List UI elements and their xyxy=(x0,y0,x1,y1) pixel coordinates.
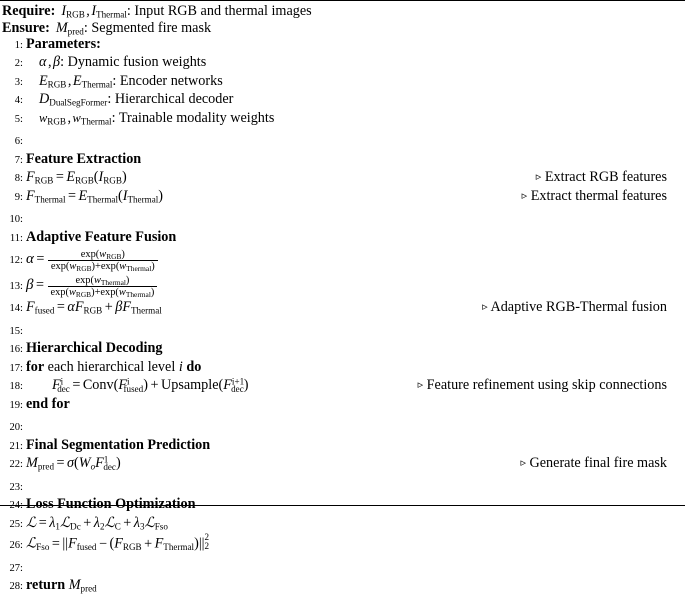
line-content xyxy=(26,169,685,186)
math-expression: ℒ$_{Fso}$ = $||F_{fused} - (F_{RGB} + F_{Thermal})||$ 2 2 xyxy=(26,532,210,553)
line-content xyxy=(26,455,685,472)
algo-line-1 xyxy=(0,36,685,54)
require-keyword: Require: xyxy=(2,3,56,19)
math-expression: $F_{fused} = \alpha F_{RGB} + \beta F_{Thermal}$ xyxy=(26,299,162,316)
line-content: Hierarchical Decoding xyxy=(26,340,163,357)
line-number: 10: xyxy=(9,214,23,226)
algo-line-6 xyxy=(0,128,685,151)
math-expression: $M_{pred}$ xyxy=(68,577,97,594)
math-expression: $F_{RGB} = E_{RGB}(I_{RGB})$ xyxy=(26,169,127,186)
algo-line-22 xyxy=(0,455,685,473)
line-content: end for xyxy=(26,395,70,412)
math-expression: $F_{Thermal} = E_{Thermal}(I_{Thermal})$ xyxy=(26,187,163,205)
for-keyword: for xyxy=(26,358,45,375)
line-content: Final Segmentation Prediction xyxy=(26,436,211,453)
line-content xyxy=(26,206,685,222)
for-text: each hierarchical level xyxy=(47,358,176,375)
line-number: 20: xyxy=(9,422,23,434)
math-expression: α , β xyxy=(39,54,61,71)
softmax-fraction-alpha: $\frac{\exp(w_{RGB})}{\exp(w_{RGB})+\exp(w_{Thermal})}$ xyxy=(48,249,158,272)
algo-line-26 xyxy=(0,533,685,554)
line-text: : Encoder networks xyxy=(112,72,223,89)
line-comment: ▹ Adaptive RGB-Thermal fusion xyxy=(482,299,667,316)
line-content xyxy=(26,188,685,205)
line-content xyxy=(26,554,685,570)
algo-line-17 xyxy=(0,359,685,377)
line-number: 16: xyxy=(9,344,23,356)
algo-line-28 xyxy=(0,577,685,595)
line-content xyxy=(26,533,685,552)
line-content xyxy=(26,91,685,107)
algo-line-20 xyxy=(0,414,685,437)
algo-line-25 xyxy=(0,515,685,533)
line-number: 7: xyxy=(14,154,23,166)
line-number: 26: xyxy=(9,539,23,551)
require-row xyxy=(0,3,685,20)
algo-line-16 xyxy=(0,340,685,358)
line-number: 8: xyxy=(14,173,23,185)
line-number: 15: xyxy=(9,326,23,338)
line-content xyxy=(26,318,685,334)
line-content xyxy=(26,515,685,531)
algo-line-23 xyxy=(0,474,685,497)
line-content: Adaptive Feature Fusion xyxy=(26,228,177,245)
algo-line-12 xyxy=(0,247,685,273)
line-content xyxy=(26,474,685,490)
ensure-row xyxy=(0,20,685,37)
math-expression: β = $\frac{\exp(w_{Thermal})}{\exp(w_{RGB})+\exp(w_{Thermal})}$ xyxy=(26,273,158,297)
math-expression: $M_{pred} = \sigma(W_oF^1_{dec})$ xyxy=(26,454,121,472)
line-number: 5: xyxy=(14,113,23,125)
line-number: 27: xyxy=(9,562,23,574)
line-number: 9: xyxy=(14,191,23,203)
algo-line-4 xyxy=(0,91,685,109)
math-expression: α = $\frac{\exp(w_{RGB})}{\exp(w_{RGB})+\exp(w_{Thermal})}$ xyxy=(26,247,159,271)
algo-line-14 xyxy=(0,299,685,317)
line-number: 24: xyxy=(9,500,23,512)
line-content xyxy=(26,247,685,271)
line-number: 11: xyxy=(9,232,23,244)
algo-line-10 xyxy=(0,206,685,229)
line-content xyxy=(26,54,685,70)
math-expression: $D_{DualSegFormer}$ xyxy=(39,91,108,108)
line-number: 6: xyxy=(14,136,23,148)
algo-line-7 xyxy=(0,151,685,169)
algo-line-11 xyxy=(0,229,685,247)
algo-line-2 xyxy=(0,54,685,72)
math-expression: ℒ = $\lambda_1ℒ_{Dc}$ + $\lambda_2ℒ_C$ + $\lambda_3ℒ_{Fso}$ xyxy=(26,514,168,532)
line-content xyxy=(26,299,685,316)
line-content xyxy=(26,359,685,375)
algo-line-8 xyxy=(0,169,685,187)
line-content xyxy=(26,273,685,297)
require-text: : Input RGB and thermal images xyxy=(126,3,312,19)
line-content xyxy=(26,577,685,593)
line-comment: ▹ Feature refinement using skip connections xyxy=(417,377,667,394)
line-text: : Trainable modality weights xyxy=(111,109,275,126)
ensure-keyword: Ensure: xyxy=(2,19,50,36)
line-number: 22: xyxy=(9,459,23,471)
line-number: 14: xyxy=(9,303,23,315)
line-content: Parameters: xyxy=(26,36,101,52)
algo-line-21 xyxy=(0,437,685,455)
line-number: 12: xyxy=(9,255,23,267)
line-number: 28: xyxy=(9,581,23,593)
ensure-text: : Segmented fire mask xyxy=(83,19,212,36)
require-symbols: $I_{RGB}$ , $I_{Thermal}$ xyxy=(61,3,127,20)
algo-line-19 xyxy=(0,396,685,414)
bottom-rule xyxy=(0,505,685,506)
line-comment: ▹ Extract thermal features xyxy=(521,187,667,204)
line-number: 19: xyxy=(9,399,23,411)
ensure-symbols: $M_{pred}$ xyxy=(55,19,84,37)
return-keyword: return xyxy=(26,577,66,594)
line-content: Loss Function Optimization xyxy=(26,496,196,513)
line-content xyxy=(26,377,685,394)
line-text: : Hierarchical decoder xyxy=(107,91,234,108)
line-number: 17: xyxy=(9,362,23,374)
line-number: 2: xyxy=(14,58,23,70)
line-content: Feature Extraction xyxy=(26,150,142,167)
softmax-fraction-beta: $\frac{\exp(w_{Thermal})}{\exp(w_{RGB})+\exp(w_{Thermal})}$ xyxy=(48,275,158,298)
math-expression: $F^i_{dec}$ = $Conv(F^i_{fused})$ + $Upsample(F^{i+1}_{dec})$ xyxy=(52,376,249,394)
line-content xyxy=(26,110,685,126)
line-content xyxy=(26,73,685,89)
line-text: : Dynamic fusion weights xyxy=(60,54,207,71)
algo-line-15 xyxy=(0,318,685,341)
line-number: 1: xyxy=(14,40,23,51)
line-comment: ▹ Extract RGB features xyxy=(535,169,667,186)
math-expression: $E_{RGB}$ , $E_{Thermal}$ xyxy=(39,72,113,90)
algo-line-5 xyxy=(0,110,685,128)
line-number: 25: xyxy=(9,518,23,530)
line-number: 18: xyxy=(9,381,23,393)
do-keyword: do xyxy=(186,358,202,375)
line-number: 21: xyxy=(9,440,23,452)
line-number: 4: xyxy=(14,95,23,107)
algo-line-18 xyxy=(0,377,685,395)
line-content xyxy=(26,128,685,144)
line-number: 13: xyxy=(9,281,23,293)
algo-line-13 xyxy=(0,273,685,299)
line-number: 3: xyxy=(14,76,23,88)
algo-line-27 xyxy=(0,554,685,577)
algo-line-9 xyxy=(0,188,685,206)
loop-variable: i xyxy=(178,358,183,375)
top-rule xyxy=(0,0,685,1)
algo-line-3 xyxy=(0,73,685,91)
line-content xyxy=(26,414,685,430)
line-comment: ▹ Generate final fire mask xyxy=(520,455,667,472)
line-number: 23: xyxy=(9,482,23,494)
math-expression: $w_{RGB}$ , $w_{Thermal}$ xyxy=(39,109,112,127)
